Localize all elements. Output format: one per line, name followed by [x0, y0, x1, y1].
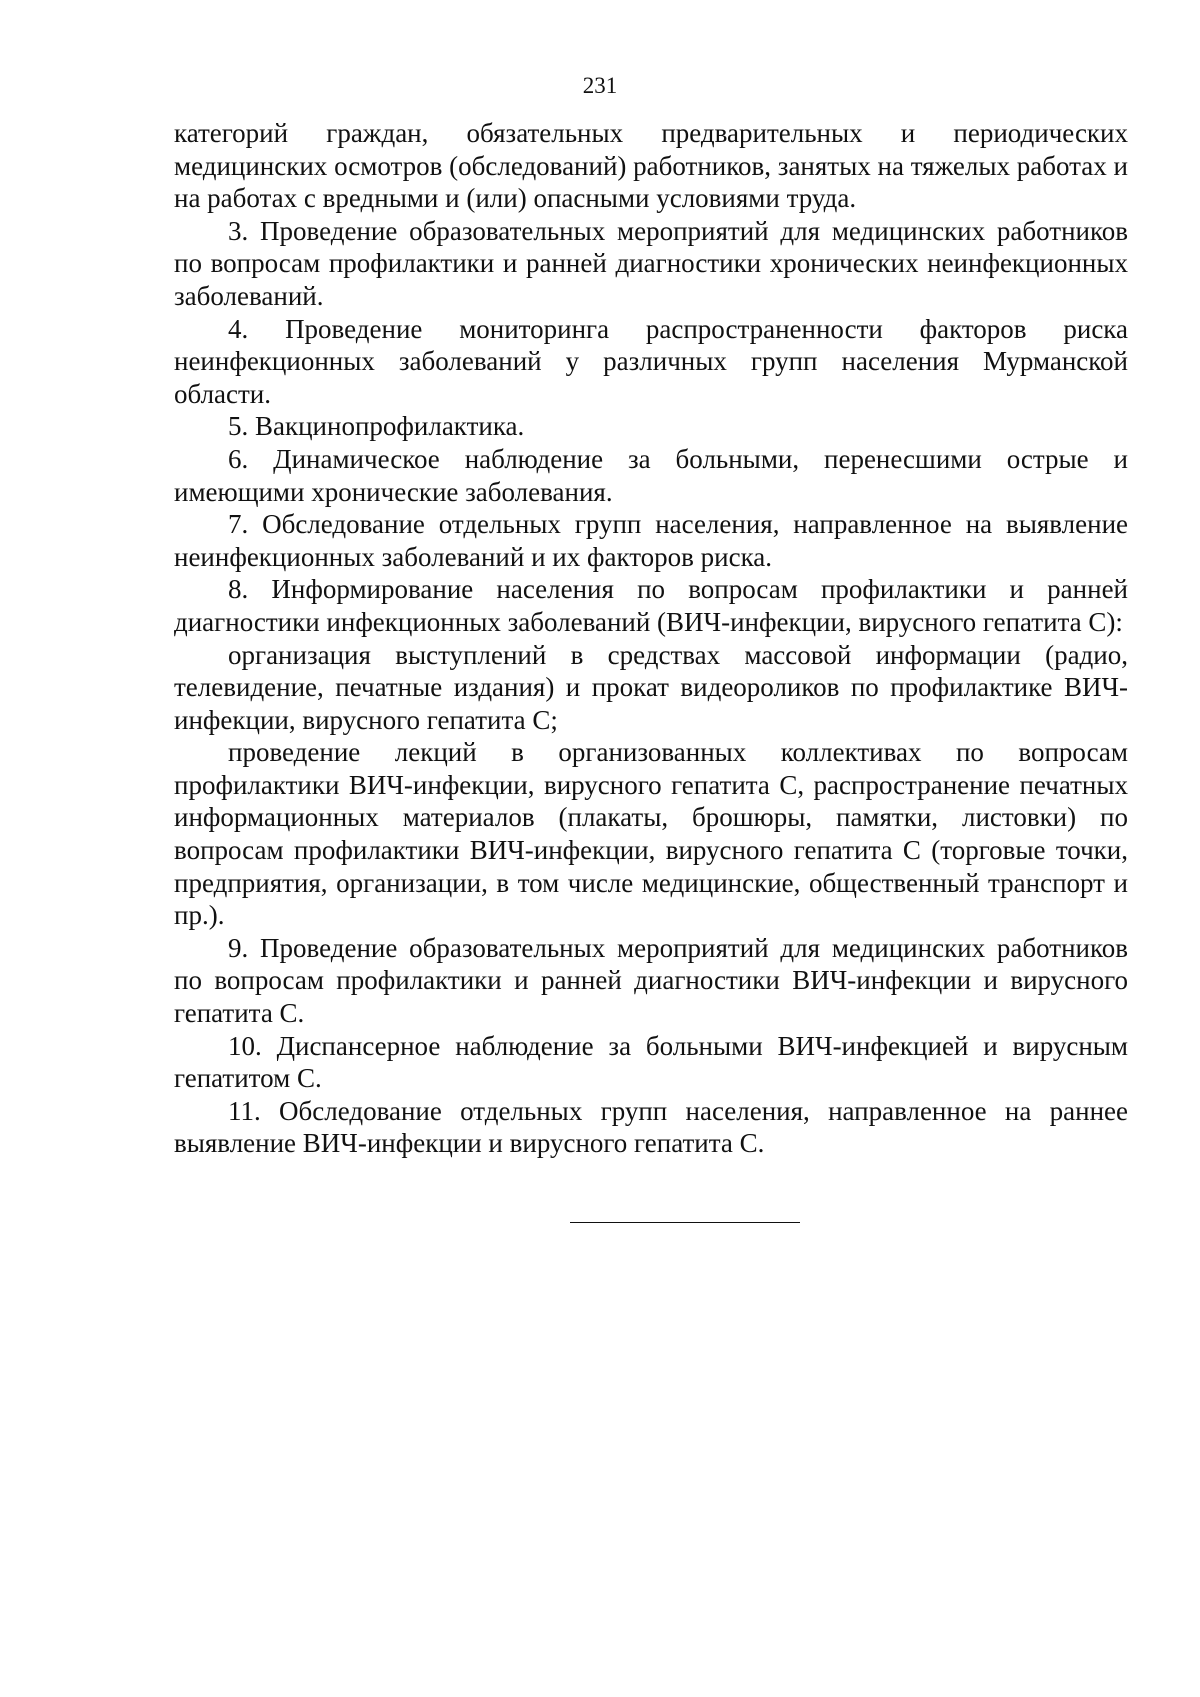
paragraph-item-9: 9. Проведение образовательных мероприятий для медицинских работников по вопросам профилактики и ранней диагностики ВИЧ-инфекции и вирусного гепатита С. [174, 932, 1128, 1029]
end-divider-line [570, 1222, 800, 1223]
paragraph-item-8-media: организация выступлений в средствах массовой информации (радио, телевидение, печатные издания) и прокат видеороликов по профилактике ВИЧ-инфекции, вирусного гепатита С; [174, 639, 1128, 735]
paragraph-continuation: категорий граждан, обязательных предварительных и периодических медицинских осмотров (обследований) работников, занятых на тяжелых работах и на работах с вредными и (или) опасными условиями труда. [174, 118, 1128, 214]
paragraph-item-3: 3. Проведение образовательных мероприятий для медицинских работников по вопросам профилактики и ранней диагностики хронических неинфекционных заболеваний. [174, 215, 1128, 311]
paragraph-item-7: 7. Обследование отдельных групп населения, направленное на выявление неинфекционных заболеваний и их факторов риска. [174, 509, 1128, 572]
paragraph-item-4: 4. Проведение мониторинга распространенности факторов риска неинфекционных заболеваний у различных групп населения Мурманской области. [174, 313, 1128, 409]
paragraph-item-5: 5. Вакцинопрофилактика. [228, 411, 525, 442]
paragraph-item-6: 6. Динамическое наблюдение за больными, перенесшими острые и имеющими хронические заболевания. [174, 443, 1128, 507]
paragraph-item-8-lectures: проведение лекций в организованных коллективах по вопросам профилактики ВИЧ-инфекции, вирусного гепатита С, распространение печатных информационных материалов (плакаты, брошюры, памятки, листовки) по вопросам профилактики ВИЧ-инфекции, вирусного гепатита С (торговые точки, предприятия, организации, в том числе медицинские, общественный транспорт и пр.). [174, 737, 1128, 931]
paragraph-item-11: 11. Обследование отдельных групп населения, направленное на раннее выявление ВИЧ-инфекции и вирусного гепатита С. [174, 1095, 1128, 1159]
page-number: 231 [582, 73, 618, 98]
paragraph-item-8: 8. Информирование населения по вопросам профилактики и ранней диагностики инфекционных заболеваний (ВИЧ-инфекции, вирусного гепатита С): [174, 574, 1128, 637]
paragraph-item-10: 10. Диспансерное наблюдение за больными ВИЧ-инфекцией и вирусным гепатитом С. [174, 1030, 1128, 1094]
document-body [174, 117, 1128, 1160]
